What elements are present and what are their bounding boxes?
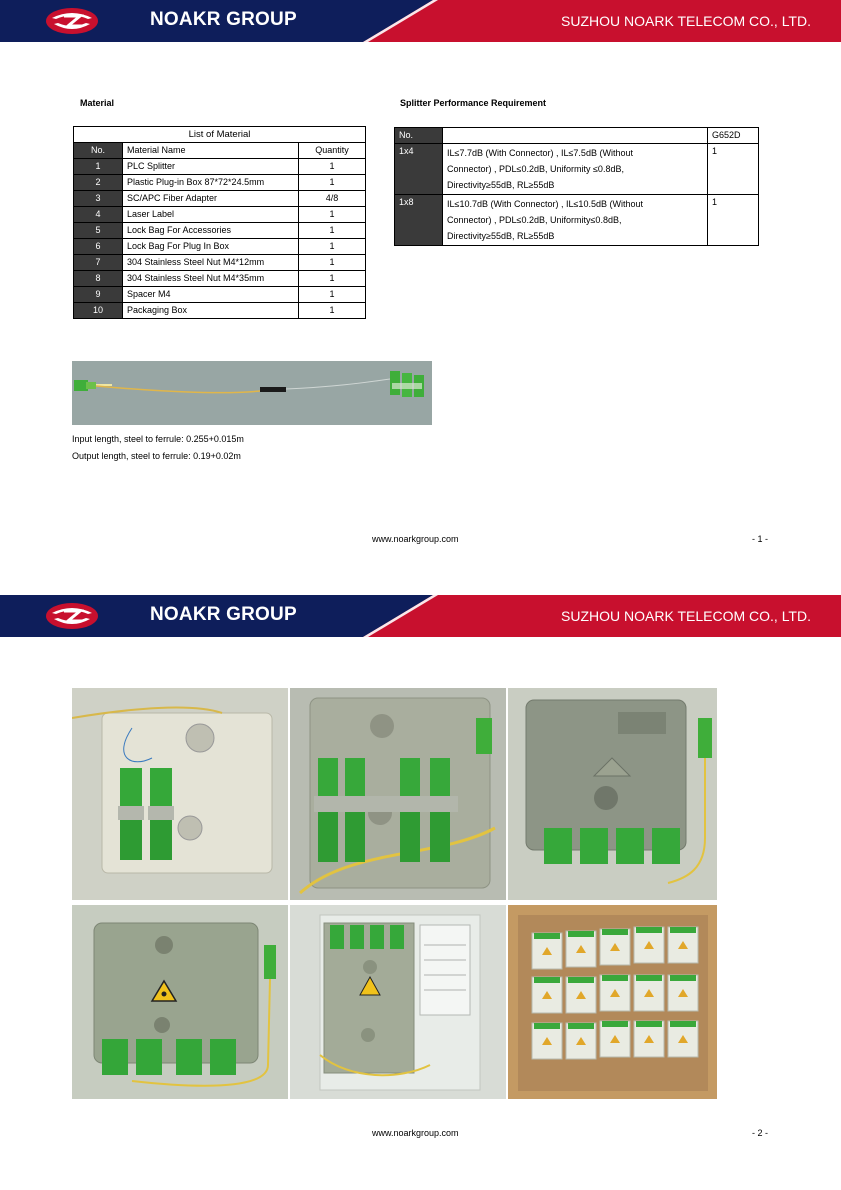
row-qty: 1 (299, 271, 366, 287)
row-no: 3 (74, 191, 123, 207)
row-name: Spacer M4 (123, 287, 299, 303)
row-no: 7 (74, 255, 123, 271)
row-name: Packaging Box (123, 303, 299, 319)
table-row (74, 255, 366, 271)
product-photo-open-box-2-adapters (72, 688, 288, 900)
row-no: 5 (74, 223, 123, 239)
page-number: - 1 - (752, 534, 769, 544)
brand-name: NOAKR GROUP (150, 9, 297, 30)
perf-row-spec (443, 144, 708, 195)
material-table-title-row (74, 127, 366, 143)
perf-row-type: 1x4 (395, 144, 443, 195)
row-qty: 1 (299, 159, 366, 175)
spec-line: IL≤7.7dB (With Connector) , IL≤7.5dB (Without (447, 148, 633, 158)
perf-column-header-g652d: G652D (708, 128, 759, 144)
column-header-material-name: Material Name (123, 143, 299, 159)
row-name: Lock Bag For Plug In Box (123, 239, 299, 255)
row-no: 9 (74, 287, 123, 303)
brand-name: NOAKR GROUP (150, 604, 297, 625)
product-photo-open-box-4-adapters (290, 688, 506, 900)
table-row (395, 195, 759, 246)
table-row (74, 207, 366, 223)
row-qty: 1 (299, 303, 366, 319)
splitter-heading: Splitter Performance Requirement (400, 98, 547, 108)
row-name: Lock Bag For Accessories (123, 223, 299, 239)
company-name: SUZHOU NOARK TELECOM CO., LTD. (561, 608, 811, 624)
spec-line: Directivity≥55dB, RL≥55dB (447, 180, 555, 190)
spec-line: IL≤10.7dB (With Connector) , IL≤10.5dB (Without (447, 199, 643, 209)
material-table (73, 126, 366, 319)
product-photo-closed-box (508, 688, 717, 900)
material-heading: Material (80, 98, 115, 108)
spec-line: Connector) , PDL≤0.2dB, Uniformity ≤0.8dB, (447, 164, 624, 174)
row-no: 10 (74, 303, 123, 319)
material-table-header-row (74, 143, 366, 159)
row-qty: 1 (299, 239, 366, 255)
row-no: 2 (74, 175, 123, 191)
perf-row-value: 1 (708, 144, 759, 195)
row-name: SC/APC Fiber Adapter (123, 191, 299, 207)
spec-line: Connector) , PDL≤0.2dB, Uniformity≤0.8dB, (447, 215, 622, 225)
product-photo-laser-label-box (72, 905, 288, 1099)
table-row (74, 271, 366, 287)
perf-row-value: 1 (708, 195, 759, 246)
perf-column-header-spec (443, 128, 708, 144)
performance-table-header-row (395, 128, 759, 144)
column-header-no: No. (74, 143, 123, 159)
row-qty: 1 (299, 207, 366, 223)
product-photo-carton-packing (508, 905, 717, 1099)
row-qty: 1 (299, 255, 366, 271)
input-length-note: Input length, steel to ferrule: 0.255+0.015m (72, 434, 244, 444)
column-header-quantity: Quantity (299, 143, 366, 159)
spec-line: Directivity≥55dB, RL≥55dB (447, 231, 555, 241)
row-name: Laser Label (123, 207, 299, 223)
company-logo-icon (44, 6, 100, 36)
material-table-title: List of Material (74, 127, 366, 143)
performance-table (394, 127, 759, 246)
footer-url[interactable]: www.noarkgroup.com (372, 1128, 459, 1138)
product-photo-packed-bag (290, 905, 506, 1099)
row-qty: 4/8 (299, 191, 366, 207)
page-2 (0, 595, 841, 1190)
row-name: PLC Splitter (123, 159, 299, 175)
table-row (74, 175, 366, 191)
plc-splitter-photo (72, 361, 432, 425)
table-row (74, 239, 366, 255)
page-header (0, 595, 841, 637)
row-no: 8 (74, 271, 123, 287)
perf-row-type: 1x8 (395, 195, 443, 246)
row-name: 304 Stainless Steel Nut M4*12mm (123, 255, 299, 271)
row-qty: 1 (299, 175, 366, 191)
row-no: 1 (74, 159, 123, 175)
table-row (74, 287, 366, 303)
row-qty: 1 (299, 223, 366, 239)
row-no: 4 (74, 207, 123, 223)
perf-row-spec (443, 195, 708, 246)
table-row (74, 159, 366, 175)
company-logo-icon (44, 601, 100, 631)
company-name: SUZHOU NOARK TELECOM CO., LTD. (561, 13, 811, 29)
perf-column-header-no: No. (395, 128, 443, 144)
page-header (0, 0, 841, 42)
row-name: Plastic Plug-in Box 87*72*24.5mm (123, 175, 299, 191)
table-row (395, 144, 759, 195)
table-row (74, 191, 366, 207)
table-row (74, 303, 366, 319)
row-name: 304 Stainless Steel Nut M4*35mm (123, 271, 299, 287)
row-qty: 1 (299, 287, 366, 303)
table-row (74, 223, 366, 239)
page-number: - 2 - (752, 1128, 769, 1138)
output-length-note: Output length, steel to ferrule: 0.19+0.02m (72, 451, 241, 461)
row-no: 6 (74, 239, 123, 255)
footer-url[interactable]: www.noarkgroup.com (372, 534, 459, 544)
